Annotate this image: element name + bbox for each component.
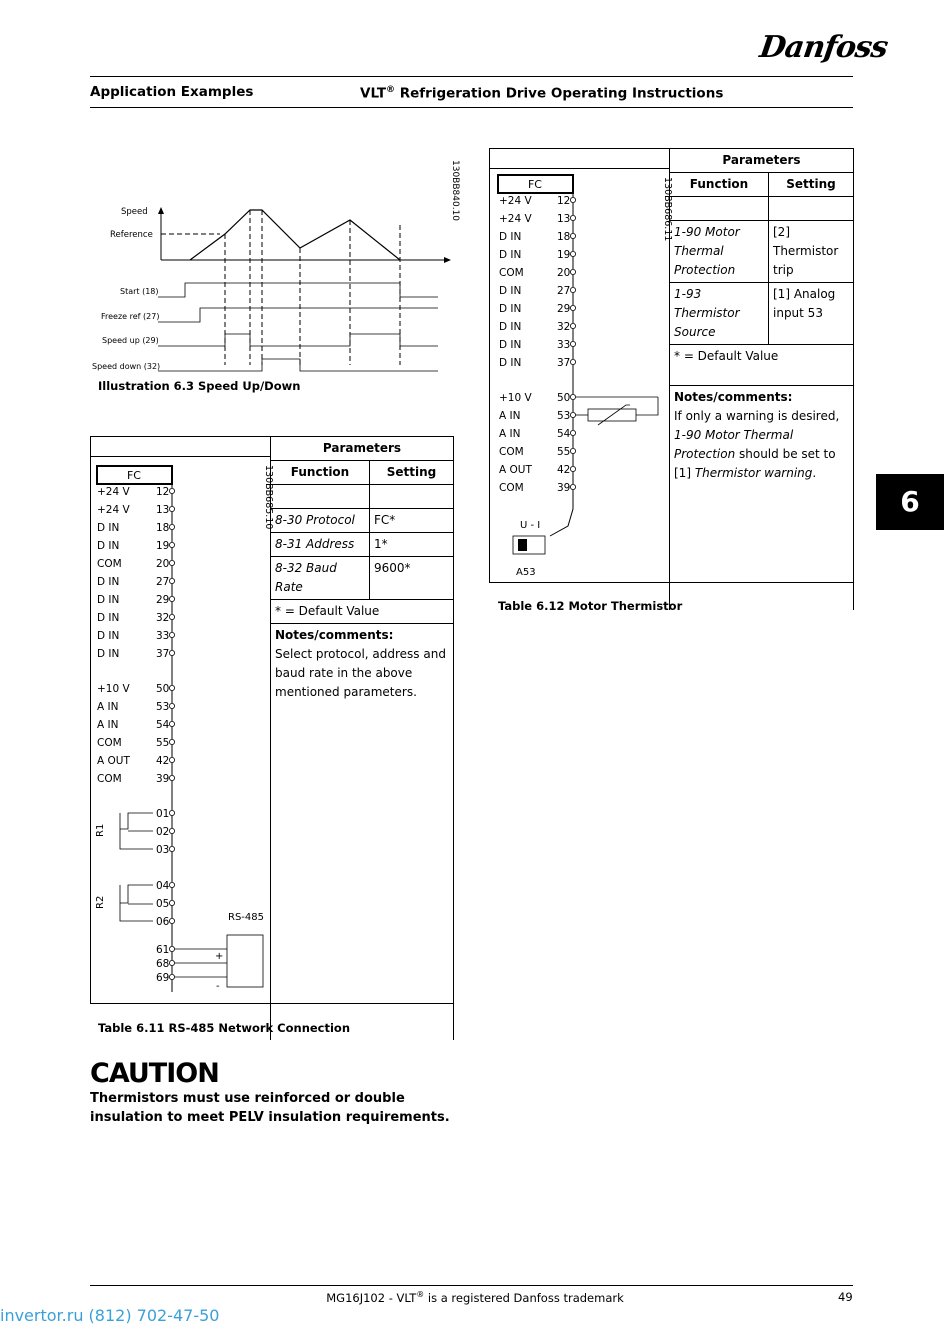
terminal-number: 50	[156, 683, 170, 695]
terminal-label: COM	[499, 446, 524, 458]
fc-label: FC	[126, 469, 142, 482]
terminal-label: D IN	[97, 540, 120, 552]
signal-speed-up: Speed up (29)	[102, 336, 159, 345]
terminal-label: A IN	[97, 701, 119, 713]
rs485-plus: +	[215, 951, 224, 962]
terminal-pin	[169, 632, 174, 637]
terminal-label: D IN	[97, 648, 120, 660]
relay-terminal-number: 05	[156, 898, 170, 910]
terminal-pin	[169, 757, 174, 762]
parameters-header: Parameters	[271, 437, 454, 461]
terminal-pin	[169, 703, 174, 708]
table-row: 8-30 Protocol FC*	[271, 509, 454, 533]
terminal-number: 33	[557, 339, 571, 351]
rs485-label: RS-485	[228, 912, 264, 923]
watermark: invertor.ru (812) 702-47-50	[0, 1306, 220, 1325]
motor-thermistor-wiring-diagram	[490, 169, 673, 582]
notes-title: Notes/comments:	[275, 628, 394, 642]
speed-label: Speed	[121, 207, 148, 217]
terminal-pin	[169, 524, 174, 529]
relay-terminal-pin	[169, 846, 174, 851]
signal-freeze-ref: Freeze ref (27)	[101, 312, 160, 321]
table-row: 1-90 Motor Thermal Protection [2] Thermistor trip	[670, 221, 854, 283]
terminal-list	[97, 486, 175, 785]
terminal-number: 53	[557, 410, 571, 422]
signal-speed-down: Speed down (32)	[92, 362, 161, 371]
terminal-label: D IN	[499, 303, 522, 315]
function-header: Function	[271, 461, 370, 485]
terminal-pin	[169, 578, 174, 583]
function-header: Function	[670, 173, 769, 197]
relay-terminal-pin	[169, 974, 174, 979]
terminal-label: D IN	[97, 630, 120, 642]
table-6-11-parameters	[270, 436, 454, 1040]
terminal-label: COM	[499, 482, 524, 494]
rs485-wiring-diagram	[91, 457, 274, 1003]
reference-label: Reference	[110, 230, 153, 240]
table-6-12-code: 130BB686.11	[662, 177, 673, 242]
terminal-number: 32	[557, 321, 571, 333]
relay-terminal-number: 06	[156, 916, 170, 928]
relay-terminal-number: 69	[156, 972, 170, 984]
table-row: 8-32 Baud Rate 9600*	[271, 557, 454, 600]
relay-terminal-number: 03	[156, 844, 170, 856]
relay-terminal-pin	[169, 918, 174, 923]
terminal-pin	[169, 542, 174, 547]
terminal-label: COM	[97, 558, 122, 570]
document-title: VLT® Refrigeration Drive Operating Instructions	[360, 85, 724, 102]
terminal-label: D IN	[499, 285, 522, 297]
terminal-pin	[570, 394, 575, 399]
terminal-label: D IN	[97, 576, 120, 588]
terminal-number: 19	[156, 540, 170, 552]
terminal-pin	[169, 614, 174, 619]
terminal-label: A OUT	[499, 464, 532, 476]
terminal-label: COM	[499, 267, 524, 279]
terminal-pin	[570, 448, 575, 453]
terminal-number: 18	[156, 522, 170, 534]
terminal-pin	[169, 506, 174, 511]
speed-trace	[190, 210, 400, 260]
terminal-pin	[570, 412, 575, 417]
terminal-label: D IN	[499, 231, 522, 243]
terminal-pin	[570, 251, 575, 256]
terminal-number: 54	[156, 719, 170, 731]
setting-header: Setting	[370, 461, 454, 485]
relay-terminal-number: 04	[156, 880, 170, 892]
chapter-tab[interactable]: 6	[876, 474, 944, 530]
terminal-label: +10 V	[97, 683, 130, 695]
terminal-label: COM	[97, 737, 122, 749]
terminal-label: D IN	[499, 321, 522, 333]
terminal-pin	[570, 215, 575, 220]
terminal-number: 20	[156, 558, 170, 570]
fc-label: FC	[527, 178, 543, 191]
speed-up-down-timing-diagram	[90, 150, 460, 380]
terminal-label: A IN	[97, 719, 119, 731]
terminal-pin	[169, 721, 174, 726]
ui-label: U - I	[520, 520, 541, 531]
terminal-pin	[570, 269, 575, 274]
terminal-label: D IN	[499, 249, 522, 261]
terminal-pin	[570, 484, 575, 489]
table-6-11-code: 130BB685.10	[263, 465, 274, 530]
notes-title: Notes/comments:	[674, 390, 793, 404]
a53-label: A53	[516, 567, 536, 578]
relay-terminal-pin	[169, 810, 174, 815]
parameters-header: Parameters	[670, 149, 854, 173]
relay-terminal-pin	[169, 882, 174, 887]
terminal-number: 13	[557, 213, 571, 225]
relay-terminal-number: 68	[156, 958, 170, 970]
relay-terminal-number: 02	[156, 826, 170, 838]
relay-terminal-pin	[169, 828, 174, 833]
terminal-number: 20	[557, 267, 571, 279]
terminal-number: 19	[557, 249, 571, 261]
terminal-number: 37	[557, 357, 571, 369]
default-value-note: * = Default Value	[271, 600, 454, 624]
terminal-pin	[169, 488, 174, 493]
section-title: Application Examples	[90, 84, 254, 100]
relay-r1-label: R1	[95, 823, 106, 837]
terminal-number: 32	[156, 612, 170, 624]
terminal-pin	[570, 341, 575, 346]
terminal-pin	[570, 233, 575, 238]
table-6-12-parameters: Parameters Function Setting 1-90 Motor Thermal Protection [2] Thermistor trip 1-93 Thermistor Source [1] Analog input 53 * = Default Value Notes/comments: If only a warning is desired, 1-90 Motor Thermal Protection should be set to [1] Thermistor warning.	[669, 148, 854, 610]
terminal-label: +10 V	[499, 392, 532, 404]
terminal-pin	[169, 685, 174, 690]
terminal-number: 39	[557, 482, 571, 494]
terminal-label: A IN	[499, 410, 521, 422]
illustration-code: 130BB840.10	[450, 160, 460, 222]
terminal-pin	[570, 323, 575, 328]
footer-trademark: MG16J102 - VLT® is a registered Danfoss trademark	[326, 1290, 624, 1305]
terminal-number: 29	[156, 594, 170, 606]
page-number: 49	[838, 1290, 853, 1304]
rs485-minus: -	[216, 981, 220, 992]
terminal-pin	[169, 596, 174, 601]
terminal-pin	[570, 305, 575, 310]
footer-rule	[90, 1285, 853, 1286]
terminal-label: A OUT	[97, 755, 130, 767]
terminal-number: 54	[557, 428, 571, 440]
relay-terminal-pin	[169, 960, 174, 965]
table-row: 8-31 Address 1*	[271, 533, 454, 557]
terminal-number: 18	[557, 231, 571, 243]
terminal-label: D IN	[97, 522, 120, 534]
terminal-list	[499, 195, 576, 494]
relay-terminal-number: 61	[156, 944, 170, 956]
table-row: 1-93 Thermistor Source [1] Analog input 53	[670, 283, 854, 345]
terminal-label: D IN	[499, 357, 522, 369]
terminal-number: 27	[557, 285, 571, 297]
caution-title: CAUTION	[90, 1058, 219, 1089]
terminal-label: +24 V	[499, 195, 532, 207]
terminal-number: 33	[156, 630, 170, 642]
terminal-pin	[169, 739, 174, 744]
terminal-label: D IN	[97, 612, 120, 624]
terminal-number: 55	[156, 737, 170, 749]
terminal-pin	[169, 650, 174, 655]
terminal-number: 53	[156, 701, 170, 713]
terminal-label: +24 V	[499, 213, 532, 225]
terminal-pin	[570, 359, 575, 364]
table-6-12-caption: Table 6.12 Motor Thermistor	[498, 599, 683, 613]
illustration-caption: Illustration 6.3 Speed Up/Down	[98, 379, 301, 393]
terminal-pin	[570, 287, 575, 292]
terminal-number: 42	[156, 755, 170, 767]
terminal-number: 12	[557, 195, 571, 207]
terminal-label: D IN	[499, 339, 522, 351]
relay-terminal-pin	[169, 946, 174, 951]
terminal-pin	[169, 775, 174, 780]
terminal-label: A IN	[499, 428, 521, 440]
terminal-number: 50	[557, 392, 571, 404]
terminal-number: 42	[557, 464, 571, 476]
terminal-number: 55	[557, 446, 571, 458]
terminal-pin	[570, 466, 575, 471]
danfoss-logo: Danfoss	[757, 30, 890, 65]
header-rule-top	[90, 76, 853, 77]
terminal-number: 37	[156, 648, 170, 660]
terminal-pin	[570, 197, 575, 202]
terminal-pin	[570, 430, 575, 435]
signal-start: Start (18)	[120, 287, 159, 296]
terminal-number: 13	[156, 504, 170, 516]
notes-text: Select protocol, address and baud rate in the above mentioned parameters.	[275, 647, 446, 699]
relay-terminal-number: 01	[156, 808, 170, 820]
terminal-label: COM	[97, 773, 122, 785]
terminal-number: 27	[156, 576, 170, 588]
header-rule-bottom	[90, 107, 853, 108]
relay-terminal-pin	[169, 900, 174, 905]
terminal-pin	[169, 560, 174, 565]
terminal-label: +24 V	[97, 486, 130, 498]
terminal-label: +24 V	[97, 504, 130, 516]
caution-text: Thermistors must use reinforced or double insulation to meet PELV insulation requirements.	[90, 1091, 450, 1125]
relay-r2-label: R2	[95, 895, 106, 909]
terminal-number: 39	[156, 773, 170, 785]
setting-header: Setting	[769, 173, 854, 197]
terminal-number: 12	[156, 486, 170, 498]
table-6-11-caption: Table 6.11 RS-485 Network Connection	[98, 1021, 351, 1035]
terminal-number: 29	[557, 303, 571, 315]
terminal-label: D IN	[97, 594, 120, 606]
default-value-note: * = Default Value	[670, 345, 854, 386]
